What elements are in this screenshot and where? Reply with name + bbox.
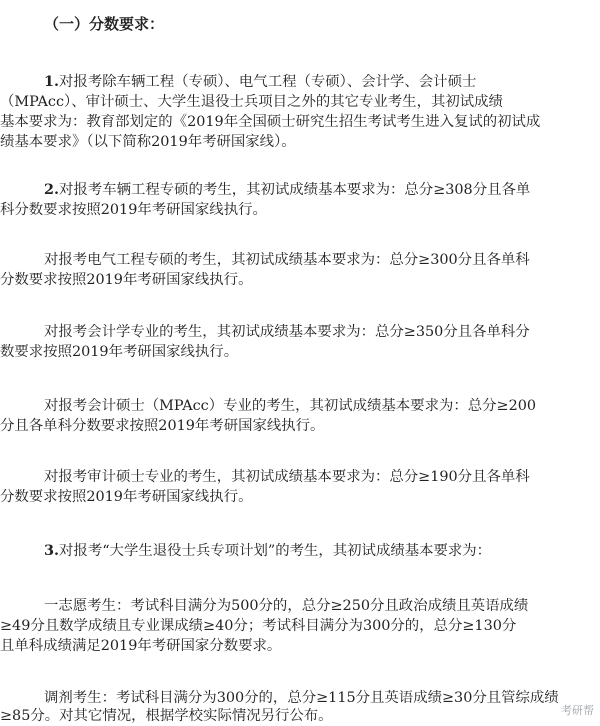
adjustment-line-2: ≥85分。对其它情况，根据学校实际情况另行公布。 xyxy=(0,708,333,724)
item-1-line-2: （MPAcc）、审计硕士、大学生退役士兵项目之外的其它专业考生，其初试成绩 xyxy=(0,94,503,110)
item-3-number: 3. xyxy=(44,542,60,559)
item-1-line-3: 基本要求为：教育部划定的《2019年全国硕士研究生招生考试考生进入复试的初试成 xyxy=(0,114,541,130)
item-2-number: 2. xyxy=(44,181,60,198)
watermark: 考研帮 xyxy=(561,704,594,717)
first-choice-line-2: ≥49分且数学成绩且专业课成绩≥40分；考试科目满分为300分的，总分≥130分 xyxy=(0,618,517,634)
item-1-line-4: 绩基本要求》（以下简称2019年考研国家线）。 xyxy=(0,134,296,150)
item-2-line-1: 2.对报考车辆工程专硕的考生，其初试成绩基本要求为：总分≥308分且各单 xyxy=(44,181,531,198)
section-heading: （一）分数要求： xyxy=(44,15,165,33)
item-1-number: 1. xyxy=(44,73,60,90)
accounting-para-line-2: 数要求按照2019年考研国家线执行。 xyxy=(0,344,239,360)
item-2-line-2: 科分数要求按照2019年考研国家线执行。 xyxy=(0,202,267,218)
audit-para-line-2: 分数要求按照2019年考研国家线执行。 xyxy=(0,489,253,505)
accounting-para-line-1: 对报考会计学专业的考生，其初试成绩基本要求为：总分≥350分且各单科分 xyxy=(44,324,530,340)
mpacc-para-line-1: 对报考会计硕士（MPAcc）专业的考生，其初试成绩基本要求为：总分≥200 xyxy=(44,398,537,414)
mpacc-para-line-2: 分且各单科分数要求按照2019年考研国家线执行。 xyxy=(0,418,325,434)
item-1-line-1: 1.对报考除车辆工程（专硕）、电气工程（专硕）、会计学、会计硕士 xyxy=(44,73,477,90)
adjustment-line-1: 调剂考生：考试科目满分为300分的，总分≥115分且英语成绩≥30分且管综成绩 xyxy=(44,690,559,706)
electrical-para-line-2: 分数要求按照2019年考研国家线执行。 xyxy=(0,272,253,288)
first-choice-line-3: 且单科成绩满足2019年考研国家分数要求。 xyxy=(0,638,282,654)
electrical-para-line-1: 对报考电气工程专硕的考生，其初试成绩基本要求为：总分≥300分且各单科 xyxy=(44,252,530,268)
audit-para-line-1: 对报考审计硕士专业的考生，其初试成绩基本要求为：总分≥190分且各单科 xyxy=(44,469,530,485)
first-choice-line-1: 一志愿考生：考试科目满分为500分的，总分≥250分且政治成绩且英语成绩 xyxy=(44,598,529,614)
item-3-line: 3.对报考“大学生退役士兵专项计划”的考生，其初试成绩基本要求为： xyxy=(44,542,492,559)
